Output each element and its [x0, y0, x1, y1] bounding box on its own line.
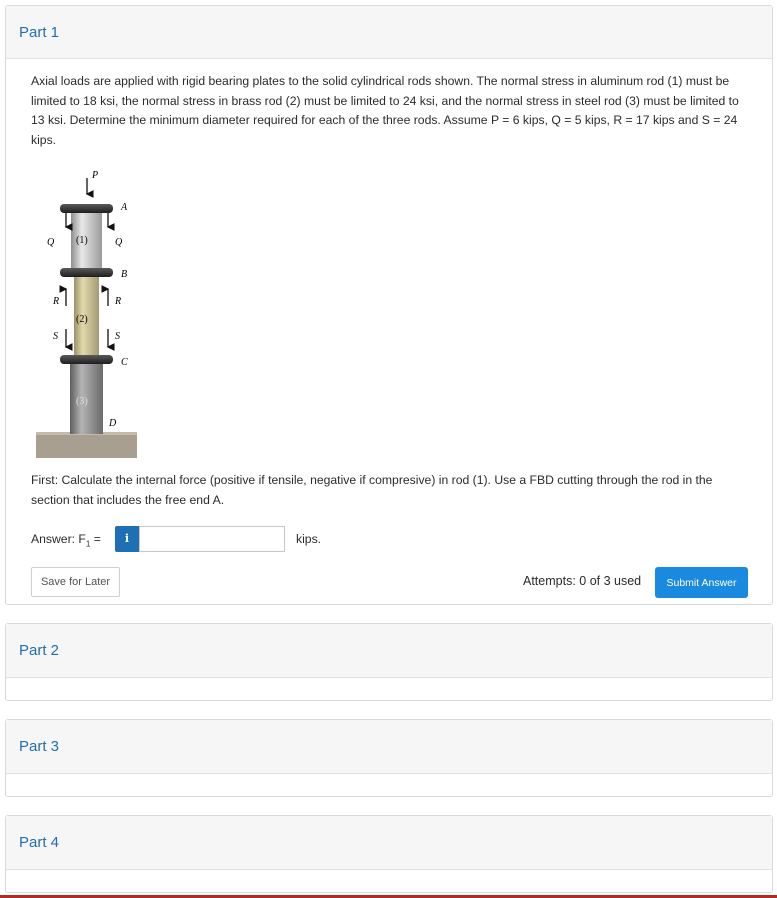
- info-icon[interactable]: i: [115, 526, 139, 552]
- label-q-left: Q: [47, 237, 55, 248]
- plate-c: [60, 355, 113, 364]
- save-for-later-button[interactable]: Save for Later: [31, 567, 120, 597]
- label-c: C: [121, 357, 128, 368]
- answer-label: Answer: $F_1$ =: [31, 532, 101, 549]
- part-4-title[interactable]: Part 4: [19, 834, 60, 851]
- rod-figure-svg: [26, 164, 146, 459]
- part-3-header[interactable]: [6, 720, 772, 774]
- step-instruction: First: Calculate the internal force (positive if tensile, negative if compresive) in rod (1). Use a FBD cutting through the rod in the section that includes the free end A.: [31, 473, 713, 507]
- unit-label: kips.: [296, 532, 322, 546]
- label-p: P: [92, 170, 99, 181]
- answer-input[interactable]: [139, 526, 285, 552]
- label-s-right: S: [115, 331, 120, 342]
- part-3-card: [5, 719, 773, 797]
- part-1-card: [5, 5, 773, 605]
- part-3-title[interactable]: Part 3: [19, 738, 60, 755]
- label-r-left: R: [53, 296, 60, 307]
- answer-row: [31, 526, 431, 552]
- label-r-right: R: [115, 296, 122, 307]
- label-rod-2: (2): [76, 314, 88, 325]
- part-4-card: [5, 815, 773, 893]
- part-2-header[interactable]: [6, 624, 772, 678]
- part-4-header[interactable]: [6, 816, 772, 870]
- plate-a: [60, 204, 113, 213]
- label-d: D: [109, 418, 117, 429]
- base-block: [36, 432, 137, 458]
- part-2-title[interactable]: Part 2: [19, 642, 60, 659]
- submit-answer-button[interactable]: Submit Answer: [655, 567, 748, 598]
- part-1-header[interactable]: [6, 6, 772, 59]
- problem-statement: Axial loads are applied with rigid bearing plates to the solid cylindrical rods shown. The normal stress in aluminum rod (1) must be limited to 18 ksi, the normal stress in brass rod (2) must be limited to 24 ksi, and the normal stress in steel rod (3) must be limited to 13 ksi. Determine the minimum diameter required for each of the three rods. Assume P = 6 kips, Q = 5 kips, R = 17 kips and S = 24 kips.: [31, 74, 739, 147]
- plate-b: [60, 268, 113, 277]
- label-q-right: Q: [115, 237, 123, 248]
- part-2-card: [5, 623, 773, 701]
- part-1-title[interactable]: Part 1: [19, 24, 60, 41]
- rod-assembly-figure: [26, 164, 146, 459]
- label-rod-3: (3): [76, 396, 88, 407]
- label-a: A: [121, 202, 128, 213]
- attempts-counter: Attempts: 0 of 3 used: [523, 574, 642, 588]
- label-b: B: [121, 269, 128, 280]
- label-s-left: S: [53, 331, 58, 342]
- label-rod-1: (1): [76, 235, 88, 246]
